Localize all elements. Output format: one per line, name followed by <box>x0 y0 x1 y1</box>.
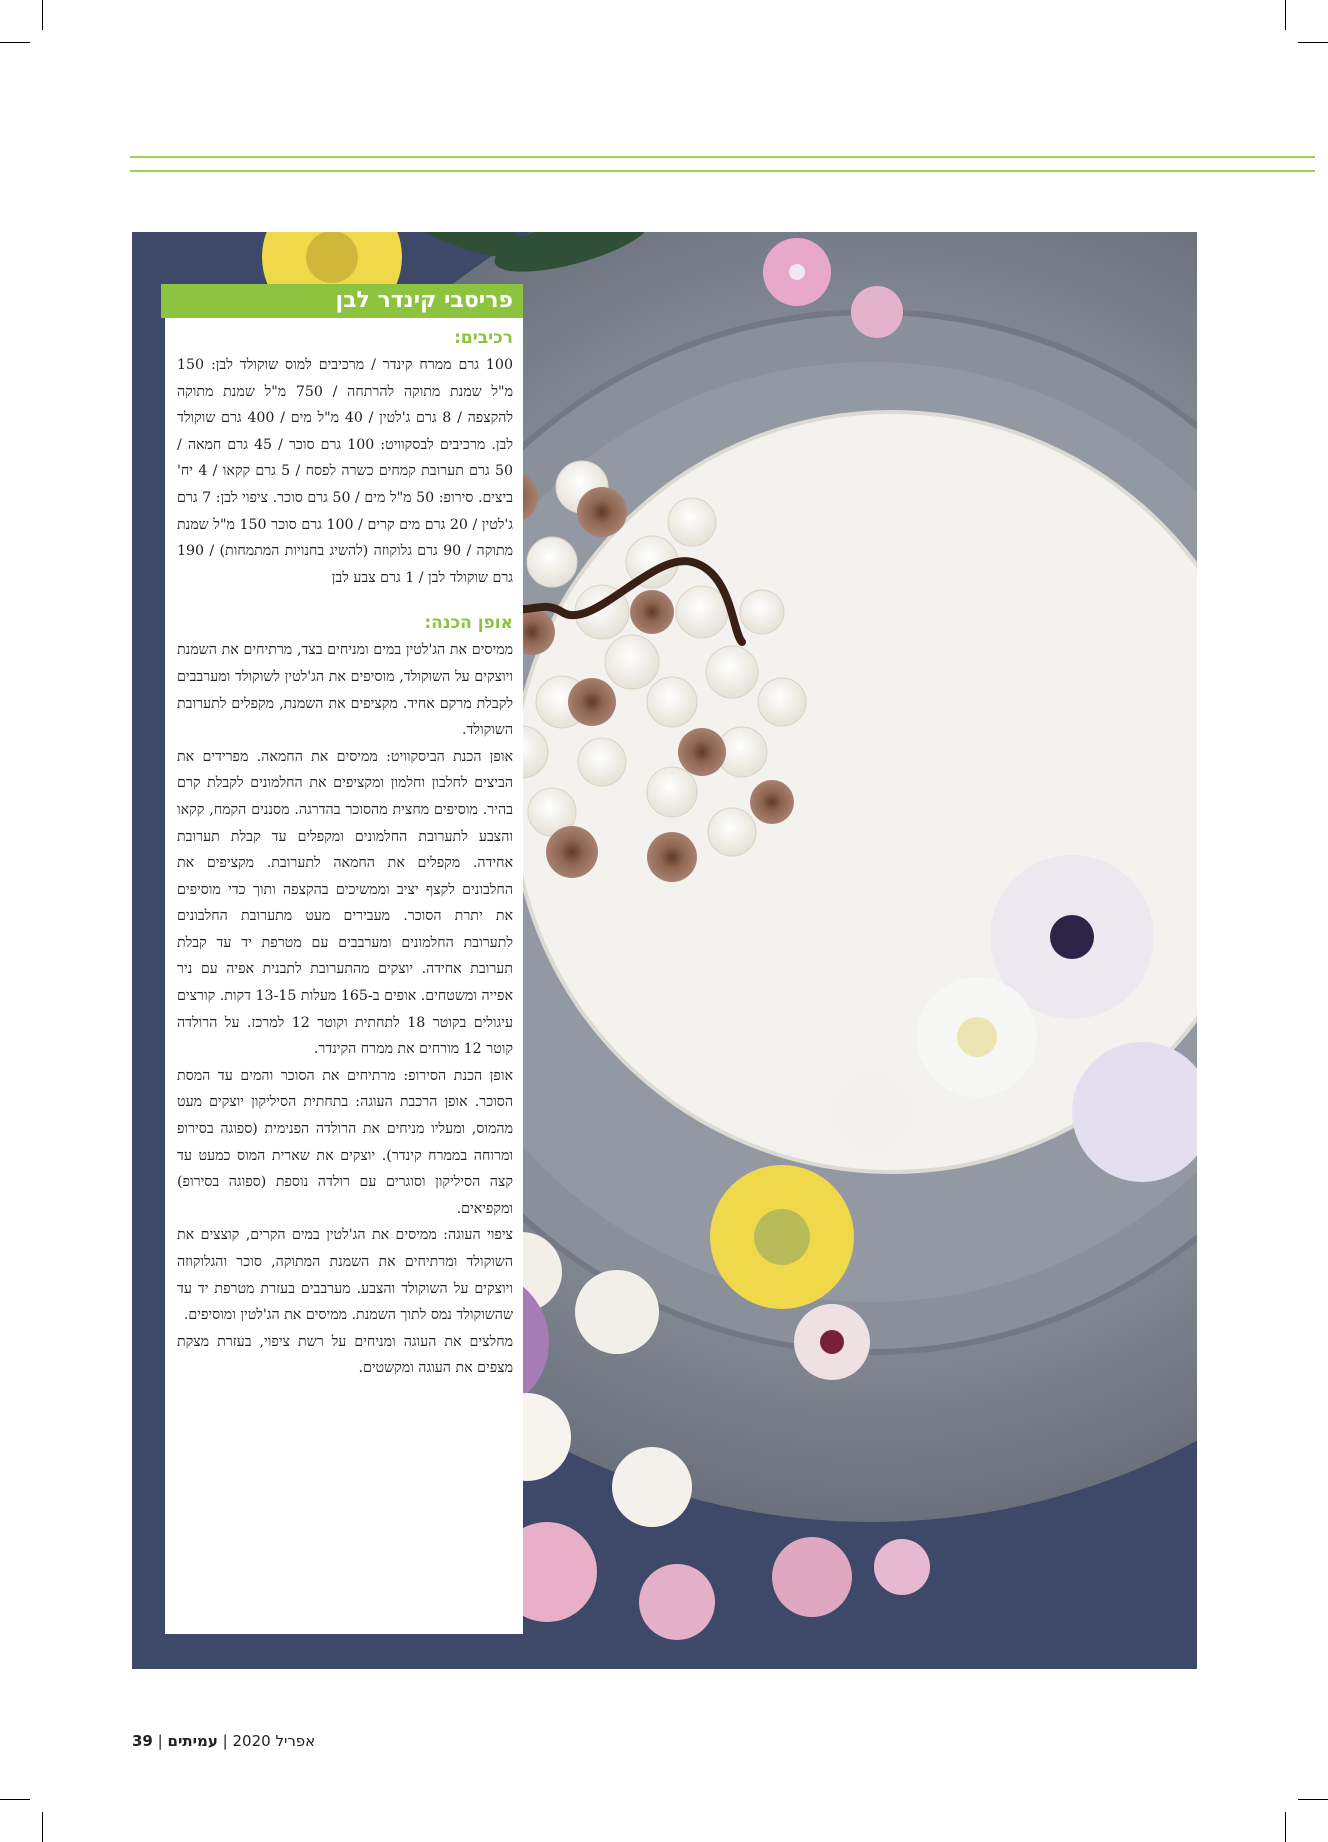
footer-date: אפריל 2020 <box>232 1732 316 1750</box>
method-paragraph-3: אופן הכנת הסירופ: מרתיחים את הסוכר והמים עד המסת הסוכר. אופן הרכבת העוגה: בתחתית הסיליקון יוצקים מעט מהמוס, ומעליו מניחים את הרולדה הפנימית (ספוגה בסירופ ומרוחה בממרח קינדר). יוצקים את שארית המוס כמעט עד קצה הסיליקון וסוגרים עם רולדה נוספת (ספוגה בסירופ) ומקפיאים. <box>177 1067 513 1217</box>
method-paragraph-5: מחלצים את העוגה ומניחים על רשת ציפוי, בעזרת מצקת מצפים את העוגה ומקשטים. <box>177 1333 513 1377</box>
recipe-panel <box>165 284 523 1634</box>
crop-mark-bottom-left-vertical <box>42 1812 43 1842</box>
method-paragraph-2: אופן הכנת הביסקוויט: ממיסים את החמאה. מפרידים את הביצים לחלבון וחלמון ומקציפים את החלמונים לקבלת קרם בהיר. מוסיפים מחצית מהסוכר בהדרגה. מסננים הקמח, קקאו והצבע לתערובת החלמונים ומקפלים עד קבלת תערובת אחידה. מקפלים את החמאה לתערובת. מקציפים את החלבונים לקצף יציב וממשיכים בהקצפה ותוך כדי מוסיפים את יתרת הסוכר. מעבירים מעט מתערובת החלבונים לתערובת החלמונים ומערבבים עם מטרפת יד עד קבלת תערובת אחידה. יוצקים מהתערובת לתבנית אפיה עם ניר אפייה ומשטחים. אופים ב-165 מעלות 13-15 דקות. קורצים עיגולים בקוטר 18 לתחתית וקוטר 12 למרכז. על הרולדה קוטר 12 מורחים את ממרח הקינדר. <box>177 748 513 1058</box>
crop-mark-top-right-vertical <box>1285 0 1286 30</box>
method-paragraph-4: ציפוי העוגה: ממיסים את הג'לטין במים הקרים, קוצצים את השוקולד ומרתיחים את השמנת המתוקה, סוכר והגלוקוזה ויוצקים על השוקולד והצבע. מערבבים בעזרת מטרפת יד עד שהשוקולד נמס לתוך השמנת. ממיסים את הג'לטין ומוסיפים. <box>177 1227 513 1324</box>
method-heading: אופן הכנה: <box>424 613 513 634</box>
ingredients-text: 100 גרם ממרח קינדר / מרכיבים למוס שוקולד לבן: 150 מ"ל שמנת מתוקה להרתחה / 750 מ"ל שמנת מתוקה להקצפה / 8 גרם ג'לטין / 40 מ"ל מים / 400 גרם שוקולד לבן. מרכיבים לבסקוויט: 100 גרם סוכר / 45 גרם חמאה / 50 גרם תערובת קמחים כשרה לפסח / 5 גרם קקאו / 4 יח' ביצים. סירופ: 50 מ"ל מים / 50 גרם סוכר. ציפוי לבן: 7 גרם ג'לטין / 20 גרם מים קרים / 100 גרם סוכר 150 מ"ל שמנת מתוקה / 90 גרם גלוקוזה (להשיג בחנויות המתמחות) / 190 גרם שוקולד לבן / 1 גרם צבע לבן <box>177 357 514 586</box>
recipe-title: פריסבי קינדר לבן <box>161 284 523 318</box>
page-footer <box>132 1732 315 1750</box>
footer-separator-2: | <box>222 1732 228 1750</box>
footer-separator-1: | <box>157 1732 163 1750</box>
crop-mark-top-left-vertical <box>42 0 43 30</box>
header-rule-bottom <box>130 170 1315 172</box>
magazine-name: עמיתים <box>167 1732 218 1750</box>
crop-mark-bottom-right-vertical <box>1285 1812 1286 1842</box>
page-number: 39 <box>132 1732 153 1750</box>
crop-mark-bottom-left-horizontal <box>0 1799 30 1800</box>
crop-mark-top-right-horizontal <box>1298 42 1328 43</box>
method-paragraph-1: ממיסים את הג'לטין במים ומניחים בצד, מרתיחים את השמנת ויוצקים על השוקולד, מוסיפים את הג'לטין לשוקולד ומערבבים לקבלת מרקם אחיד. מקציפים את השמנת, מקפלים לתערובת השוקולד. <box>177 642 513 739</box>
crop-mark-bottom-right-horizontal <box>1298 1799 1328 1800</box>
recipe-body <box>177 328 513 1382</box>
header-rule-top <box>130 156 1315 158</box>
crop-mark-top-left-horizontal <box>0 42 30 43</box>
ingredients-heading: רכיבים: <box>454 328 513 348</box>
